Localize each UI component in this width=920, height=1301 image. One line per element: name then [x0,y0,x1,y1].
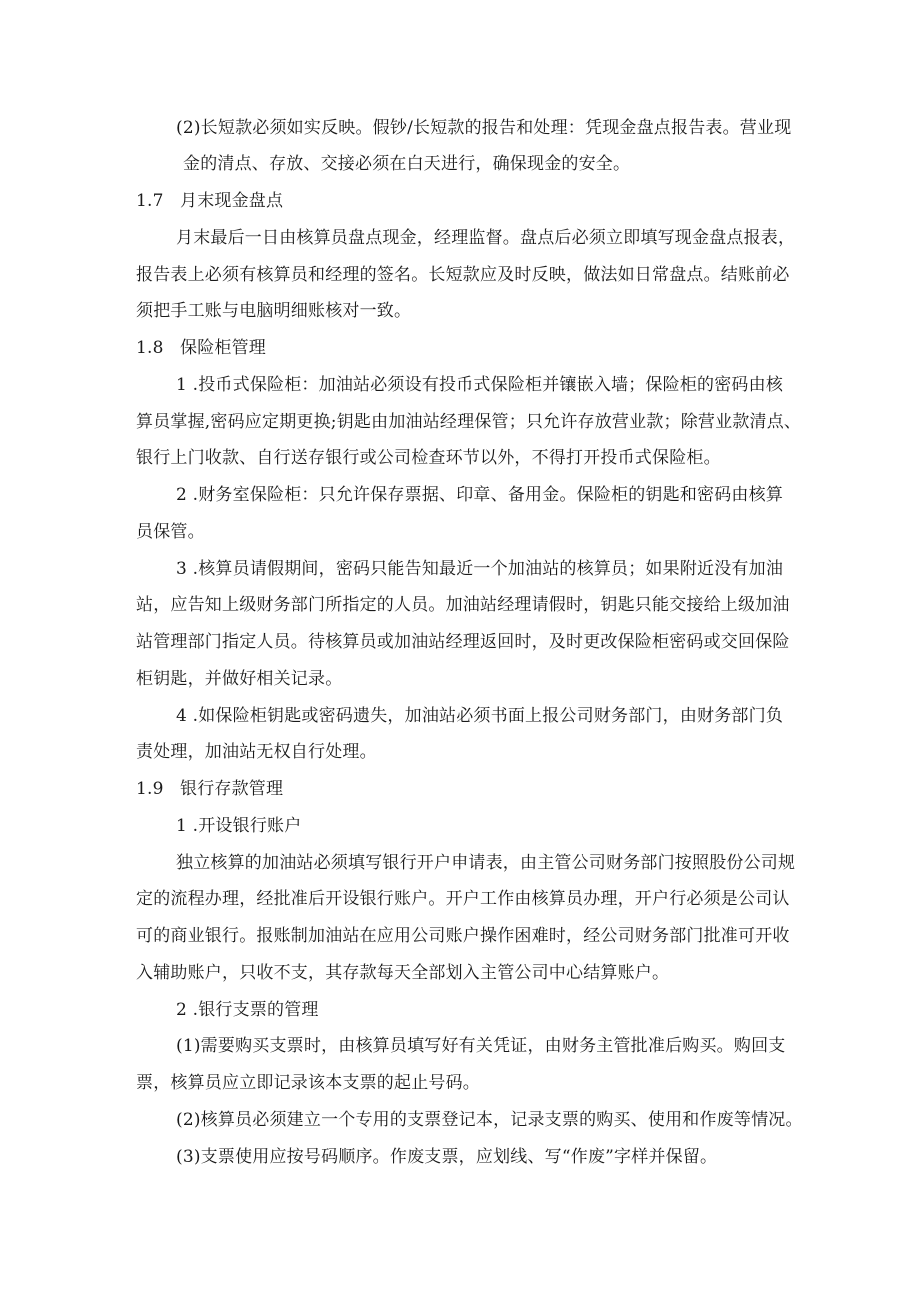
body-text-line: 金的清点、存放、交接必须在白天进行，确保现金的安全。 [183,154,631,174]
section-title: 保险柜管理 [180,338,266,358]
body-text-line: 站管理部门指定人员。待核算员或加油站经理返回时，及时更改保险柜密码或交回保险 [136,632,790,652]
body-text-line: 须把手工账与电脑明细账核对一致。 [136,301,412,321]
body-text-line: 责处理，加油站无权自行处理。 [136,742,377,762]
body-text-line: 员保管。 [136,522,205,542]
body-text-line: (2)核算员必须建立一个专用的支票登记本，记录支票的购买、使用和作废等情况。 [176,1110,803,1130]
body-text-line: 1 .开设银行账户 [176,816,302,836]
body-text-line: 站，应告知上级财务部门所指定的人员。加油站经理请假时，钥匙只能交接给上级加油 [136,595,790,615]
body-text-line: 2 .财务室保险柜：只允许保存票据、印章、备用金。保险柜的钥匙和密码由核算 [176,485,784,505]
body-text-line: (1)需要购买支票时，由核算员填写好有关凭证，由财务主管批准后购买。购回支 [176,1036,786,1056]
body-text-line: 柜钥匙，并做好相关记录。 [136,669,343,689]
body-text-line: 1 .投币式保险柜：加油站必须设有投币式保险柜并镶嵌入墙；保险柜的密码由核 [176,375,784,395]
body-text-line: 入辅助账户，只收不支，其存款每天全部划入主管公司中心结算账户。 [136,963,670,983]
body-text-line: 可的商业银行。报账制加油站在应用公司账户操作困难时，经公司财务部门批准可开收 [136,926,790,946]
body-text-line: 月末最后一日由核算员盘点现金，经理监督。盘点后必须立即填写现金盘点报表， [176,228,796,248]
section-number: 1.8 [136,338,164,358]
section-heading-1-8 [136,337,266,359]
section-title: 月末现金盘点 [180,191,284,211]
body-text-line: 2 .银行支票的管理 [176,1000,319,1020]
body-text-line: (3)支票使用应按号码顺序。作废支票，应划线、写“作废”字样并保留。 [176,1147,718,1167]
section-title: 银行存款管理 [180,779,284,799]
body-text-line: 独立核算的加油站必须填写银行开户申请表，由主管公司财务部门按照股份公司规 [176,853,796,873]
body-text-line: 定的流程办理，经批准后开设银行账户。开户工作由核算员办理，开户行必须是公司认 [136,889,790,909]
body-text-line: 报告表上必须有核算员和经理的签名。长短款应及时反映，做法如日常盘点。结账前必 [136,265,790,285]
section-number: 1.9 [136,779,164,799]
body-text-line: 4 .如保险柜钥匙或密码遗失，加油站必须书面上报公司财务部门，由财务部门负 [176,706,784,726]
section-heading-1-7 [136,190,283,212]
body-text-line: 3 .核算员请假期间，密码只能告知最近一个加油站的核算员；如果附近没有加油 [176,559,784,579]
body-text-line: 算员掌握,密码应定期更换;钥匙由加油站经理保管；只允许存放营业款；除营业款清点、 [136,412,802,432]
body-text-line: (2)长短款必须如实反映。假钞/长短款的报告和处理：凭现金盘点报告表。营业现 [176,118,792,138]
section-heading-1-9 [136,778,283,800]
section-number: 1.7 [136,191,164,211]
body-text-line: 银行上门收款、自行送存银行或公司检查环节以外，不得打开投币式保险柜。 [136,448,721,468]
body-text-line: 票，核算员应立即记录该本支票的起止号码。 [136,1073,480,1093]
